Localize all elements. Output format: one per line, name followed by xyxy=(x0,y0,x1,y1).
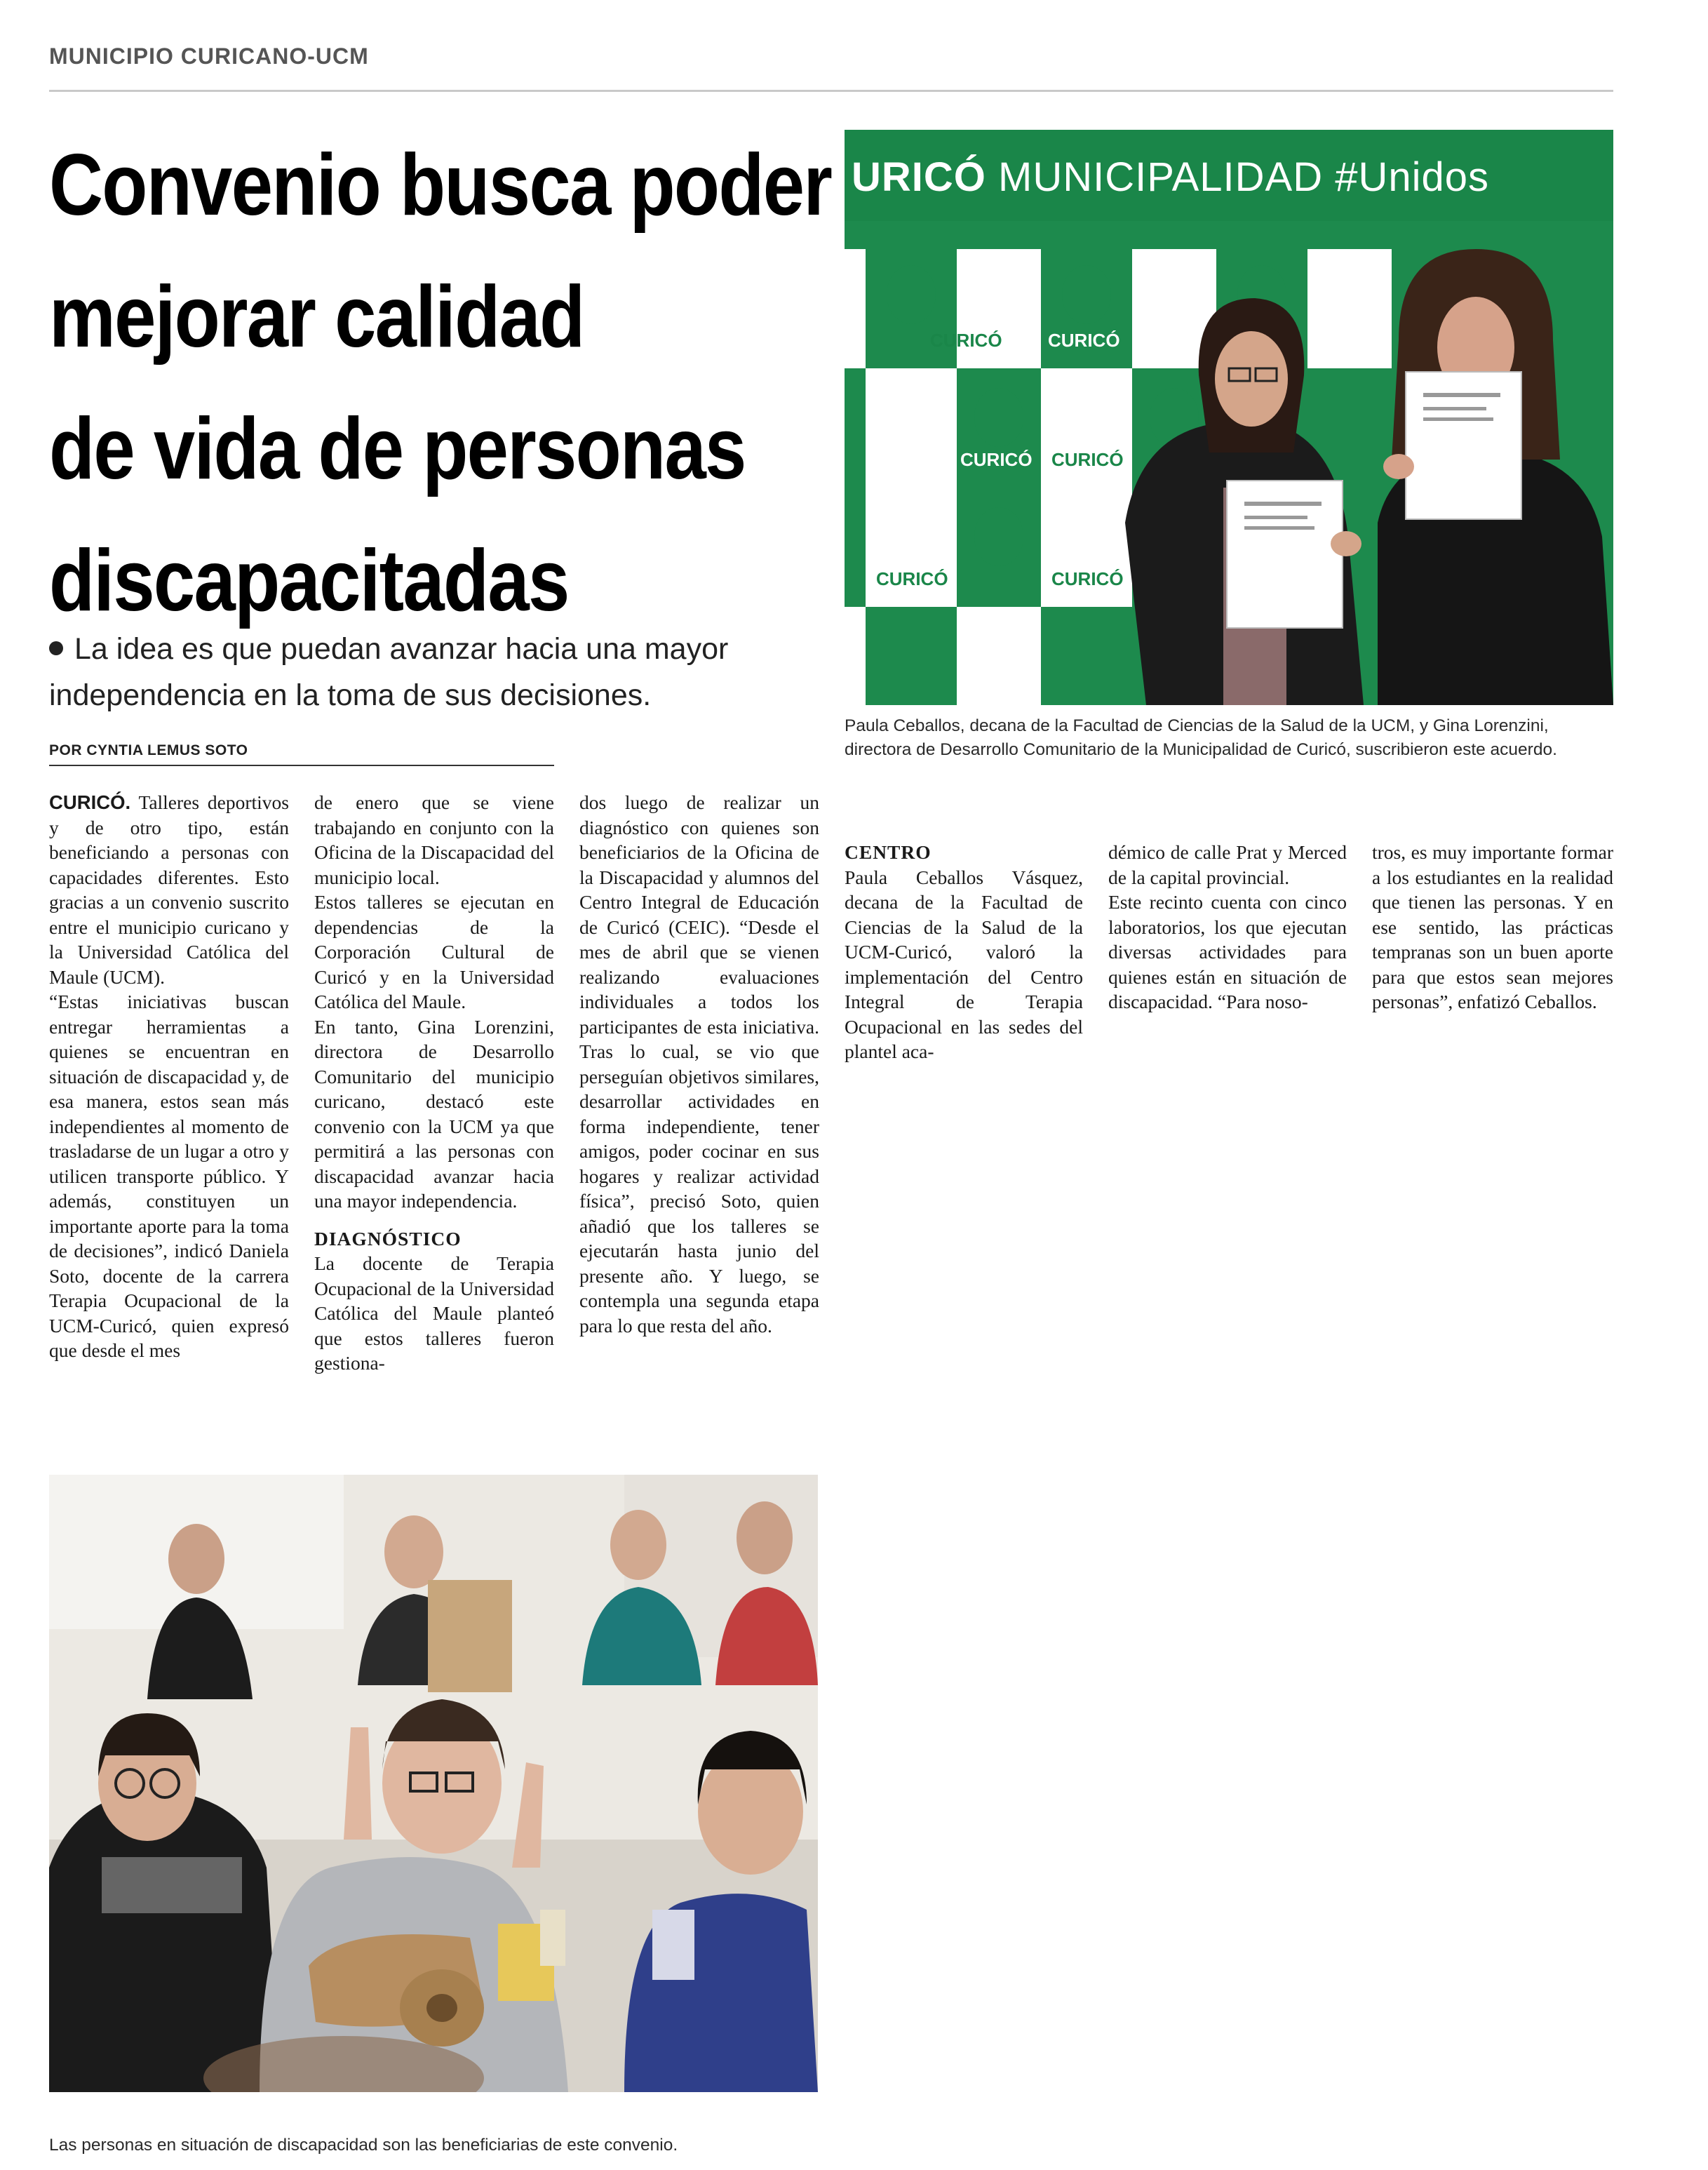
article-column-2 xyxy=(314,790,554,1376)
photo-workshop-participants xyxy=(49,1475,818,2092)
headline-line-2: mejorar calidad xyxy=(49,269,584,366)
paragraph: Este recinto cuenta con cinco laboratorios, los que ejecutan diversas actividades para quienes están en situación de discapacidad. “Para noso- xyxy=(1108,891,1347,1012)
logo-text: CURICÓ xyxy=(1051,449,1124,470)
logo-text: CURICÓ xyxy=(930,330,1002,351)
paragraph: Talleres deportivos y de otro tipo, están beneficiando a personas con capacidades diferentes. Esto gracias a un convenio suscrito entre el municipio curicano y la Universidad Católica del Maule (UCM). xyxy=(49,791,289,988)
headline xyxy=(49,119,832,647)
logo-text: CURICÓ xyxy=(1048,330,1120,351)
paragraph: de enero que se viene trabajando en conjunto con la Oficina de la Discapacidad del municipio local. xyxy=(314,791,554,888)
headline-line-1: Convenio busca poder xyxy=(49,137,832,234)
article-column-5 xyxy=(1108,840,1347,1014)
paragraph: démico de calle Prat y Merced de la capital provincial. xyxy=(1108,841,1347,888)
paragraph: Paula Ceballos Vásquez, decana de la Facultad de Ciencias de la Salud de la UCM-Curicó, valoró la implementación del Centro Integral de Terapia Ocupacional en las sedes del plantel aca- xyxy=(845,866,1083,1062)
byline: POR CYNTIA LEMUS SOTO xyxy=(49,742,248,758)
paragraph: “Estas iniciativas buscan entregar herramientas a quienes se encuentran en situación de discapacidad y, de esa manera, estos sean más independientes al momento de trasladarse de un lugar a otro y utilicen transporte público. Y además, constituyen un importante aporte para la toma de decisiones”, indicó Daniela Soto, docente de la carrera Terapia Ocupacional de la UCM-Curicó, quien expresó que desde el mes xyxy=(49,991,289,1361)
article-column-6 xyxy=(1372,840,1613,1014)
dateline: CURICÓ. xyxy=(49,791,131,813)
paragraph: Estos talleres se ejecutan en dependencias de la Corporación Cultural de Curicó y en la Universidad Católica del Maule. xyxy=(314,891,554,1012)
paragraph: La docente de Terapia Ocupacional de la Universidad Católica del Maule planteó que estos talleres fueron gestiona- xyxy=(314,1252,554,1374)
subheading-centro: CENTRO xyxy=(845,841,932,863)
paragraph: tros, es muy importante formar a los estudiantes en la realidad que tienen las personas. Y en ese sentido, las prácticas tempranas son un buen aporte para que estos sean mejores personas”, enfatizó Ceballos. xyxy=(1372,841,1613,1012)
paragraph: dos luego de realizar un diagnóstico con quienes son beneficiarios de la Oficina de la Discapacidad y alumnos del Centro Integral de Educación de Curicó (CEIC). “Desde el mes de abril que se vienen realizando evaluaciones individuales a todos los participantes de esta iniciativa. Tras lo cual, se vio que perseguían objetivos similares, desarrollar actividades en forma independiente, tener amigos, poder cocinar en sus hogares y realizar actividad física”, precisó Soto, quien añadió que los talleres se ejecutarán hasta junio del presente año. Y luego, se contempla una segunda etapa para lo que resta del año. xyxy=(579,791,819,1337)
subheading-diagnostico: DIAGNÓSTICO xyxy=(314,1227,462,1250)
article-column-3 xyxy=(579,790,819,1338)
photo-caption-bottom: Las personas en situación de discapacidad son las beneficiarias de este convenio. xyxy=(49,2136,678,2155)
photo-scene xyxy=(49,1475,818,2092)
headline-line-3: de vida de personas xyxy=(49,401,746,497)
banner-text: URICÓ MUNICIPALIDAD #Unidos xyxy=(852,154,1490,200)
photo-banner xyxy=(845,130,1613,221)
photo-signing-ceremony xyxy=(845,130,1613,705)
logo-text: CURICÓ xyxy=(1051,568,1124,589)
section-label: MUNICIPIO CURICANO-UCM xyxy=(49,43,369,69)
deck-text: La idea es que puedan avanzar hacia una mayor independencia en la toma de sus decisiones. xyxy=(49,632,729,712)
paragraph: En tanto, Gina Lorenzini, directora de Desarrollo Comunitario del municipio curicano, destacó este convenio con la UCM ya que permitirá a las personas con discapacidad avanzar hacia una mayor independencia. xyxy=(314,1015,554,1212)
article-column-1 xyxy=(49,790,289,1363)
article-column-4 xyxy=(845,840,1083,1064)
photo-caption-top: Paula Ceballos, decana de la Facultad de Ciencias de la Salud de la UCM, y Gina Lorenzini, directora de Desarrollo Comunitario de la Municipalidad de Curicó, suscribieron este acuerdo. xyxy=(845,716,1557,759)
logo-text: CURICÓ xyxy=(876,568,948,589)
deck-summary xyxy=(49,626,828,718)
header-divider xyxy=(49,90,1613,92)
logo-text: CURICÓ xyxy=(960,449,1033,470)
byline-divider xyxy=(49,765,554,766)
headline-line-4: discapacitadas xyxy=(49,533,569,629)
bullet-icon xyxy=(49,641,63,655)
